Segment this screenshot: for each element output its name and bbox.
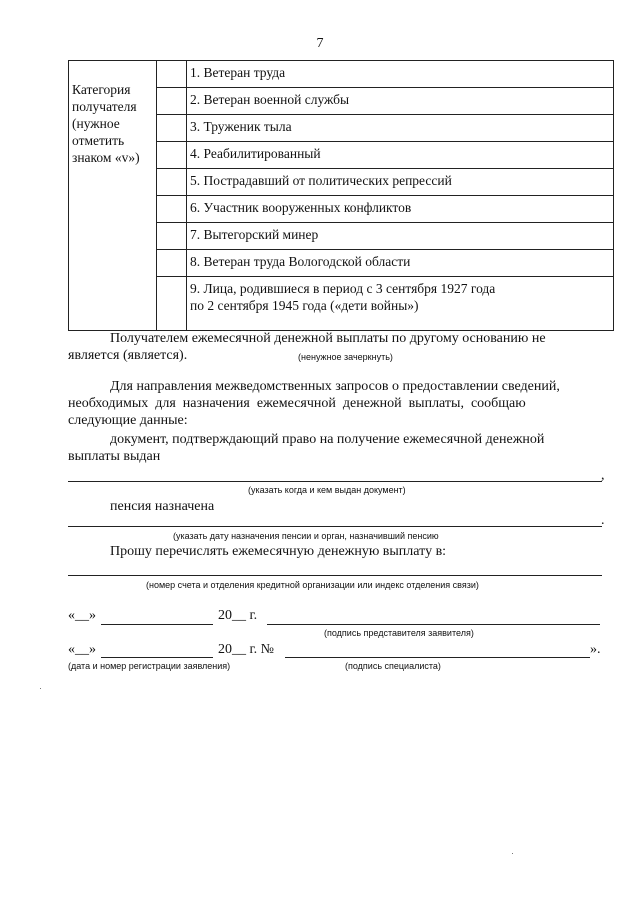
- paragraph-other-basis-cont: является (является).: [68, 348, 188, 363]
- pension-label: пенсия назначена: [110, 499, 215, 514]
- category-checkbox-2[interactable]: [157, 88, 187, 115]
- category-checkbox-1[interactable]: [157, 61, 187, 88]
- category-checkbox-8[interactable]: [157, 250, 187, 277]
- paragraph-requests-cont: необходимых для назначения ежемесячной денежной выплаты, сообщаю: [68, 396, 526, 411]
- applicant-signature-note: (подпись представителя заявителя): [324, 628, 474, 638]
- document-issued-field[interactable]: [68, 481, 602, 482]
- paragraph-other-basis: Получателем ежемесячной денежной выплаты по другому основанию не: [110, 331, 546, 346]
- category-option-3: 3. Труженик тыла: [187, 115, 614, 142]
- category-label: [69, 61, 157, 331]
- sign2-year-number: 20__ г. №: [218, 642, 275, 657]
- sign2-date-open: «__»: [68, 642, 96, 657]
- paragraph-document-cont: выплаты выдан: [68, 449, 161, 464]
- category-checkbox-5[interactable]: [157, 169, 187, 196]
- category-checkbox-7[interactable]: [157, 223, 187, 250]
- document-field-note: (указать когда и кем выдан документ): [248, 485, 406, 495]
- registration-note: (дата и номер регистрации заявления): [68, 661, 231, 671]
- pension-field-note: (указать дату назначения пенсии и орган, назначивший пенсию: [173, 531, 439, 541]
- category-checkbox-9[interactable]: [157, 277, 187, 331]
- category-checkbox-6[interactable]: [157, 196, 187, 223]
- category-label-line: знаком «v»): [72, 150, 140, 165]
- scan-speck: [512, 853, 513, 854]
- category-label-line: Категория: [72, 82, 131, 97]
- paragraph-requests: Для направления межведомственных запросов о предоставлении сведений,: [110, 379, 560, 394]
- category-checkbox-4[interactable]: [157, 142, 187, 169]
- sign1-date-open: «__»: [68, 608, 96, 623]
- category-option-6: 6. Участник вооруженных конфликтов: [187, 196, 614, 223]
- category-option-4: 4. Реабилитированный: [187, 142, 614, 169]
- sign2-end: ».: [590, 642, 601, 657]
- category-option-9: [187, 277, 614, 331]
- category-label-line: (нужное: [72, 116, 120, 131]
- comma: ,: [601, 468, 605, 483]
- category-option-5: 5. Пострадавший от политических репрессий: [187, 169, 614, 196]
- account-field-note: (номер счета и отделения кредитной организации или индекс отделения связи): [146, 580, 479, 590]
- category-option-1: 1. Ветеран труда: [187, 61, 614, 88]
- applicant-signature-field[interactable]: [267, 624, 600, 625]
- specialist-signature-note: (подпись специалиста): [345, 661, 441, 671]
- category-option-8: 8. Ветеран труда Вологодской области: [187, 250, 614, 277]
- category-label-line: отметить: [72, 133, 125, 148]
- category-checkbox-3[interactable]: [157, 115, 187, 142]
- specialist-signature-field[interactable]: [285, 657, 590, 658]
- scan-speck: [40, 688, 41, 689]
- category-label-line: получателя: [72, 99, 137, 114]
- page-number: 7: [316, 36, 324, 51]
- sign1-year: 20__ г.: [218, 608, 258, 623]
- account-field[interactable]: [68, 575, 602, 576]
- cross-out-note: (ненужное зачеркнуть): [298, 352, 393, 362]
- option-9-line: 9. Лица, родившиеся в период с 3 сентября 1927 года: [190, 281, 496, 296]
- sign1-month-field[interactable]: [101, 624, 213, 625]
- pension-field[interactable]: [68, 526, 602, 527]
- period: .: [601, 513, 605, 528]
- paragraph-requests-cont: следующие данные:: [68, 413, 188, 428]
- sign2-month-field[interactable]: [101, 657, 213, 658]
- paragraph-document: документ, подтверждающий право на получение ежемесячной денежной: [110, 432, 545, 447]
- option-9-line: по 2 сентября 1945 года («дети войны»): [190, 298, 419, 313]
- recipient-category-table: [68, 60, 614, 331]
- category-option-2: 2. Ветеран военной службы: [187, 88, 614, 115]
- category-option-7: 7. Вытегорский минер: [187, 223, 614, 250]
- transfer-label: Прошу перечислять ежемесячную денежную выплату в:: [110, 544, 447, 559]
